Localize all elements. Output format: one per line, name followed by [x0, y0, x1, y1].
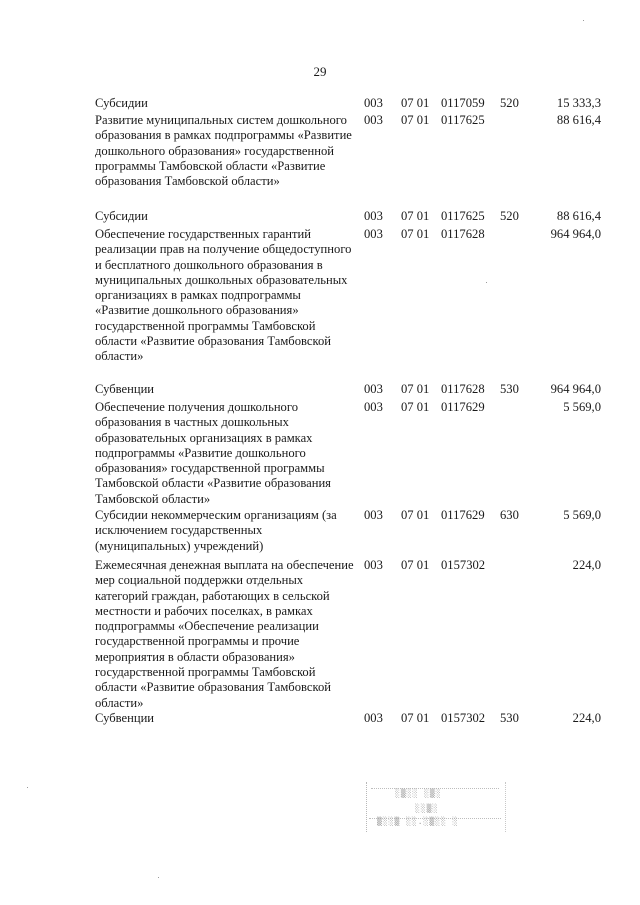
admin-code: 003: [364, 711, 383, 725]
target-article-code: 0117059: [441, 96, 485, 110]
item-name: Субвенции: [95, 382, 155, 396]
item-name: Субсидии: [95, 209, 148, 223]
expense-type-code: 520: [500, 96, 519, 110]
amount: 964 964,0: [550, 382, 601, 396]
admin-code: 003: [364, 382, 383, 396]
expense-type-code: 630: [500, 508, 519, 522]
admin-code: 003: [364, 209, 383, 223]
amount: 88 616,4: [556, 113, 601, 127]
target-article-code: 0117629: [441, 508, 485, 522]
expense-type-code: 530: [500, 711, 519, 725]
admin-code: 003: [364, 227, 383, 241]
admin-code: 003: [364, 96, 383, 110]
section-code: 07 01: [401, 209, 430, 223]
page-number: 29: [313, 64, 327, 79]
expense-type-code: 520: [500, 209, 519, 223]
target-article-code: 0157302: [441, 558, 486, 572]
item-name: Субвенции: [95, 711, 155, 725]
scan-speck: [27, 787, 28, 788]
amount: 224,0: [572, 711, 601, 725]
amount: 15 333,3: [556, 96, 601, 110]
item-name: Субсидии некоммерческим организациям (за исключением государственных (муниципальных) учреждений): [95, 508, 337, 553]
section-code: 07 01: [401, 711, 430, 725]
target-article-code: 0157302: [441, 711, 486, 725]
item-name: Ежемесячная денежная выплата на обеспечение мер социальной поддержки отдельных категорий граждан, работающих в сельской местности и рабочих поселках, в рамках подпрограммы «Обеспечение реализации государственной программы и прочие мероприятия в области образования» государственной программы Тамбовской области «Развитие образования Тамбовской области»: [95, 558, 354, 710]
section-code: 07 01: [401, 96, 430, 110]
amount: 5 569,0: [563, 508, 601, 522]
scan-speck: [486, 282, 487, 283]
section-code: 07 01: [401, 227, 430, 241]
section-code: 07 01: [401, 382, 430, 396]
section-code: 07 01: [401, 508, 430, 522]
item-name: Обеспечение государственных гарантий реализации прав на получение общедоступного и бесплатного дошкольного образования в муниципальных дошкольных образовательных организациях в рамках подпрограммы «Развитие дошкольного образования» государственной программы Тамбовской области «Развитие образования Тамбовской области»: [95, 227, 352, 364]
faded-registration-stamp: ░▒░░ ░▒░ ░░▒░ ▒░░▒ ░░.░▒░░ ░: [366, 782, 506, 832]
amount: 88 616,4: [556, 209, 601, 223]
admin-code: 003: [364, 113, 383, 127]
amount: 5 569,0: [563, 400, 601, 414]
expense-type-code: 530: [500, 382, 519, 396]
section-code: 07 01: [401, 558, 430, 572]
admin-code: 003: [364, 400, 383, 414]
target-article-code: 0117629: [441, 400, 485, 414]
item-name: Развитие муниципальных систем дошкольного образования в рамках подпрограммы «Развитие дошкольного образования» государственной программы Тамбовской области «Развитие образования Тамбовской области»: [95, 113, 352, 189]
admin-code: 003: [364, 558, 383, 572]
amount: 224,0: [572, 558, 601, 572]
amount: 964 964,0: [550, 227, 601, 241]
scan-speck: [158, 877, 159, 878]
section-code: 07 01: [401, 400, 430, 414]
target-article-code: 0117628: [441, 382, 485, 396]
admin-code: 003: [364, 508, 383, 522]
item-name: Субсидии: [95, 96, 148, 110]
target-article-code: 0117625: [441, 209, 485, 223]
item-name: Обеспечение получения дошкольного образования в частных дошкольных образовательных организациях в рамках подпрограммы «Развитие дошкольного образования» государственной программы Тамбовской области «Развитие образования Тамбовской области»: [95, 400, 331, 506]
target-article-code: 0117628: [441, 227, 485, 241]
section-code: 07 01: [401, 113, 430, 127]
target-article-code: 0117625: [441, 113, 485, 127]
scan-speck: [583, 20, 584, 21]
